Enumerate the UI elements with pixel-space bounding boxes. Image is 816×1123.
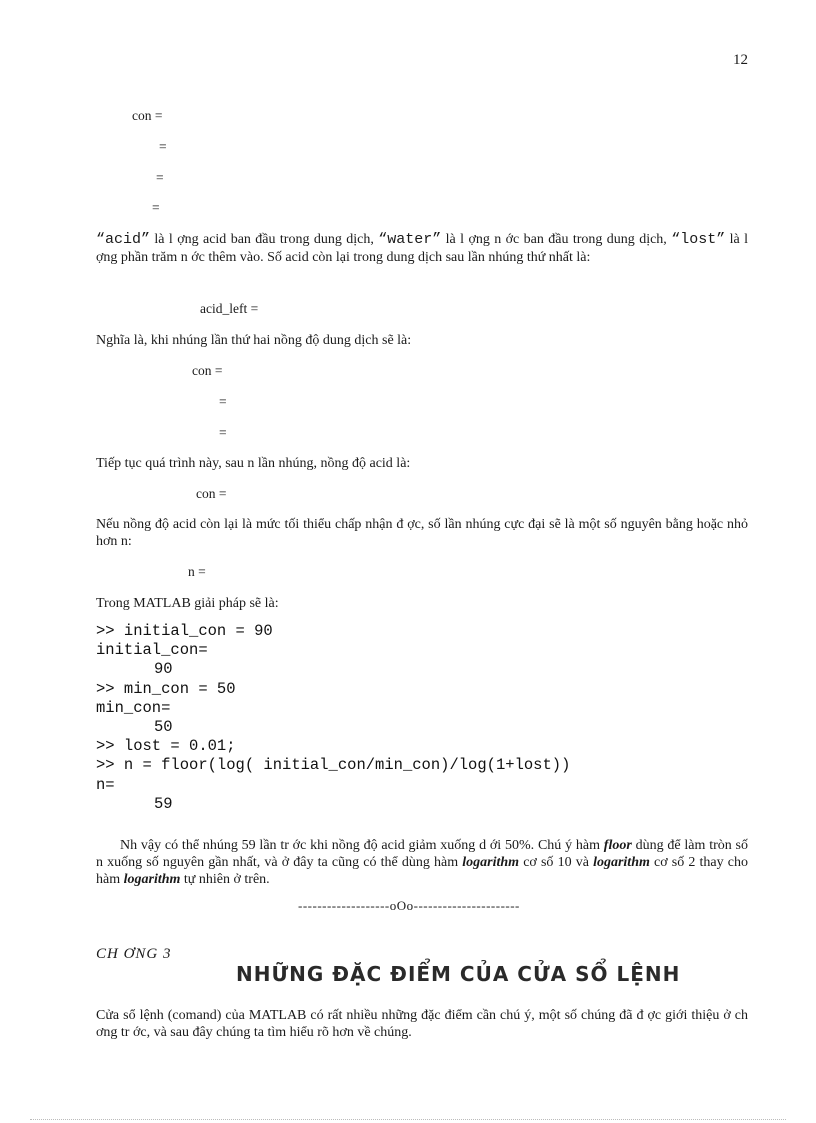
- formula-con-1: con =: [132, 108, 163, 123]
- formula-line-3b: =: [219, 425, 227, 440]
- code-acid: “acid”: [96, 231, 151, 248]
- code-line: >> min_con = 50: [96, 679, 236, 698]
- formula-n: n =: [188, 564, 206, 579]
- code-line: >> n = floor(log( initial_con/min_con)/log(1+lost)): [96, 756, 571, 775]
- paragraph-minimum-level: Nếu nồng độ acid còn lại là mức tối thiểu chấp nhận đ ợc, số lần nhúng cực đại sẽ là một số nguyên bằng hoặc nhỏ hơn n:: [96, 517, 748, 549]
- chapter-label: CH ƠNG 3: [96, 946, 172, 962]
- code-water: “water”: [378, 231, 442, 248]
- formula-line-4: =: [152, 200, 160, 215]
- code-line: >> lost = 0.01;: [96, 737, 236, 756]
- code-line: n=: [96, 775, 115, 794]
- term-logarithm: logarithm: [123, 872, 181, 887]
- code-result: 50: [154, 717, 173, 736]
- formula-line-2b: =: [219, 394, 227, 409]
- paragraph-matlab-solution: Trong MATLAB giải pháp sẽ là:: [96, 596, 279, 611]
- term-logarithm: logarithm: [593, 855, 650, 870]
- paragraph-chapter-intro: Cửa sổ lệnh (comand) của MATLAB có rất nhiều những đặc điểm cần chú ý, một số chúng đã đ ợc giới thiệu ở ch ơng tr ớc, và sau đây chúng ta tìm hiểu rõ hơn về chúng.: [96, 1008, 748, 1040]
- paragraph-variables: “acid” là l ợng acid ban đầu trong dung dịch, “water” là l ợng n ớc ban đầu trong dung dịch, “lost” là l ợng phần trăm n ớc thêm vào. Số acid còn lại trong dung dịch sau lần nhúng thứ nhất là:: [96, 231, 748, 265]
- code-line: initial_con=: [96, 641, 208, 660]
- paragraph-conclusion: Nh vậy có thể nhúng 59 lần tr ớc khi nồng độ acid giảm xuống d ới 50%. Chú ý hàm floor dùng để làm tròn số n xuống số nguyên gần nhất, và ở đây ta cũng có thể dùng hàm logarithm cơ số 10 và logarithm cơ số 2 thay cho hàm logarithm tự nhiên ở trên.: [96, 838, 748, 887]
- term-logarithm: logarithm: [462, 855, 520, 870]
- chapter-title: NHỮNG ĐẶC ĐIỂM CỦA CỬA SỔ LỆNH: [236, 962, 681, 986]
- paragraph-second-dip: Nghĩa là, khi nhúng lần thứ hai nồng độ dung dịch sẽ là:: [96, 333, 412, 348]
- page-number: 12: [733, 52, 748, 68]
- code-result: 90: [154, 660, 173, 679]
- formula-line-2: =: [159, 139, 167, 154]
- formula-acid-left: acid_left =: [200, 301, 259, 316]
- code-lost: “lost”: [671, 231, 726, 248]
- code-line: min_con=: [96, 698, 171, 717]
- formula-con-2: con =: [192, 363, 223, 378]
- section-separator: -------------------oOo----------------------: [298, 898, 520, 913]
- page-bottom-border: [30, 1119, 786, 1120]
- formula-con-3: con =: [196, 486, 227, 501]
- matlab-code-block: [96, 622, 570, 814]
- code-result: 59: [154, 794, 173, 813]
- code-line: >> initial_con = 90: [96, 622, 273, 640]
- formula-line-3: =: [156, 170, 164, 185]
- term-floor: floor: [603, 838, 632, 853]
- paragraph-n-dips: Tiếp tục quá trình này, sau n lần nhúng, nồng độ acid là:: [96, 456, 411, 471]
